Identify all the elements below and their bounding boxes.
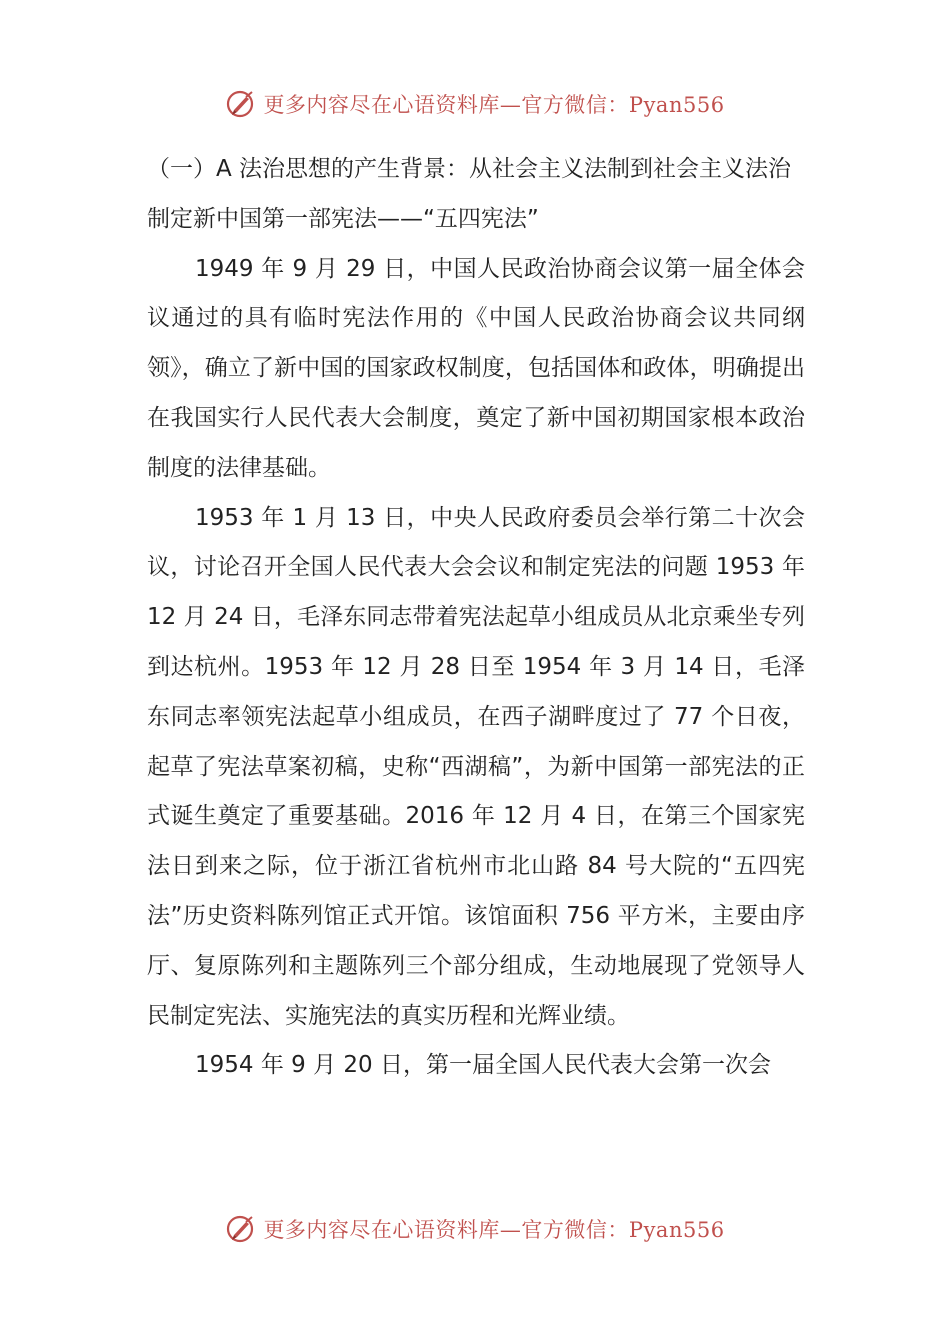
paragraph: 1949 年 9 月 29 日，中国人民政治协商会议第一届全体会议通过的具有临时宪法作用的《中国人民政治协商会议共同纲领》，确立了新中国的国家政权制度，包括国体和政体，明确提出在我国实行人民代表大会制度，奠定了新中国初期国家根本政治制度的法律基础。: [147, 255, 805, 481]
banner-text: 更多内容尽在心语资料库—官方微信：Pyan556: [263, 1218, 725, 1242]
pen-logo-icon: [225, 88, 257, 120]
document-body: [147, 145, 805, 1091]
section-heading: （一）A 法治思想的产生背景：从社会主义法制到社会主义法治: [147, 156, 792, 182]
paragraph: 1953 年 1 月 13 日，中央人民政府委员会举行第二十次会议，讨论召开全国人民代表大会会议和制定宪法的问题 1953 年 12 月 24 日，毛泽东同志带着宪法起草小组成员从北京乘坐专列到达杭州。1953 年 12 月 28 日至 1954 年 3 月 14 日，毛泽东同志率领宪法起草小组成员，在西子湖畔度过了 77 个日夜，起草了宪法草案初稿，史称“西湖稿”，为新中国第一部宪法的正式诞生奠定了重要基础。2016 年 12 月 4 日，在第三个国家宪法日到来之际，位于浙江省杭州市北山路 84 号大院的“五四宪法”历史资料陈列馆正式开馆。该馆面积 756 平方米，主要由序厅、复原陈列和主题陈列三个部分组成，生动地展现了党领导人民制定宪法、实施宪法的真实历程和光辉业绩。: [147, 504, 805, 1029]
footer-banner: [0, 1207, 950, 1251]
section-subheading: 制定新中国第一部宪法——“五四宪法”: [147, 205, 539, 232]
banner-text: 更多内容尽在心语资料库—官方微信：Pyan556: [263, 93, 725, 117]
header-banner: [0, 82, 950, 126]
pen-logo-icon: [225, 1213, 257, 1245]
paragraph: 1954 年 9 月 20 日，第一届全国人民代表大会第一次会: [195, 1052, 771, 1079]
